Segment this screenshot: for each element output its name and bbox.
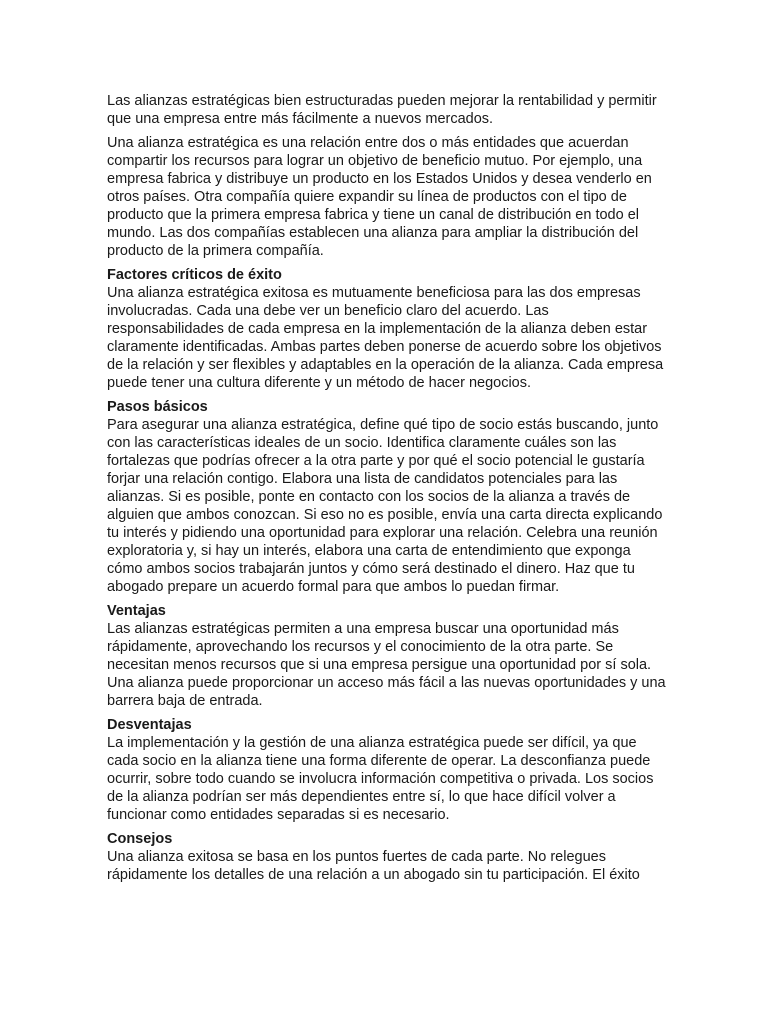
section-heading: Factores críticos de éxito <box>107 267 282 283</box>
section-body: Una alianza estratégica exitosa es mutuamente beneficiosa para las dos empresas involucradas. Cada una debe ver un beneficio claro del acuerdo. Las responsabilidades de cada empresa en la implementación de la alianza deben estar claramente identificadas. Ambas partes deben ponerse de acuerdo sobre los objetivos de la relación y ser flexibles y adaptables en la operación de la alianza. Cada empresa puede tener una cultura diferente y un método de hacer negocios. <box>107 285 664 391</box>
section-ventajas <box>107 602 667 710</box>
section-heading: Desventajas <box>107 717 192 733</box>
section-factores-criticos <box>107 266 667 392</box>
section-heading: Pasos básicos <box>107 399 208 415</box>
section-consejos <box>107 830 667 884</box>
intro-paragraph-1: Las alianzas estratégicas bien estructuradas pueden mejorar la rentabilidad y permitir que una empresa entre más fácilmente a nuevos mercados. <box>107 93 657 127</box>
document-page <box>107 92 667 890</box>
section-heading: Ventajas <box>107 603 166 619</box>
section-heading: Consejos <box>107 831 173 847</box>
intro-paragraph-2: Una alianza estratégica es una relación entre dos o más entidades que acuerdan compartir los recursos para lograr un objetivo de beneficio mutuo. Por ejemplo, una empresa fabrica y distribuye un producto en los Estados Unidos y desea venderlo en otros países. Otra compañía quiere expandir su línea de productos con el tipo de producto que la primera empresa fabrica y tiene un canal de distribución en todo el mundo. Las dos compañías establecen una alianza para ampliar la distribución del producto de la primera compañía. <box>107 135 652 259</box>
section-desventajas <box>107 716 667 824</box>
section-body: La implementación y la gestión de una alianza estratégica puede ser difícil, ya que cada socio en la alianza tiene una forma diferente de operar. La desconfianza puede ocurrir, sobre todo cuando se involucra información competitiva o privada. Los socios de la alianza podrían ser más dependientes entre sí, lo que hace difícil volver a funcionar como entidades separadas si es necesario. <box>107 735 654 823</box>
section-body: Para asegurar una alianza estratégica, define qué tipo de socio estás buscando, junto con las características ideales de un socio. Identifica claramente cuáles son las fortalezas que podrías ofrecer a la otra parte y por qué el socio potencial le gustaría forjar una relación contigo. Elabora una lista de candidatos potenciales para las alianzas. Si es posible, ponte en contacto con los socios de la alianza a través de alguien que ambos conozcan. Si eso no es posible, envía una carta directa explicando tu interés y pidiendo una oportunidad para explorar una relación. Celebra una reunión exploratoria y, si hay un interés, elabora una carta de entendimiento que exponga cómo ambos socios trabajarán juntos y cómo será destinado el dinero. Haz que tu abogado prepare un acuerdo formal para que ambos lo puedan firmar. <box>107 417 663 595</box>
section-body: Una alianza exitosa se basa en los puntos fuertes de cada parte. No relegues rápidamente los detalles de una relación a un abogado sin tu participación. El éxito <box>107 849 640 883</box>
section-body: Las alianzas estratégicas permiten a una empresa buscar una oportunidad más rápidamente, aprovechando los recursos y el conocimiento de la otra parte. Se necesitan menos recursos que si una empresa persigue una oportunidad por sí sola. Una alianza puede proporcionar un acceso más fácil a las nuevas oportunidades y una barrera baja de entrada. <box>107 621 666 709</box>
section-pasos-basicos <box>107 398 667 596</box>
